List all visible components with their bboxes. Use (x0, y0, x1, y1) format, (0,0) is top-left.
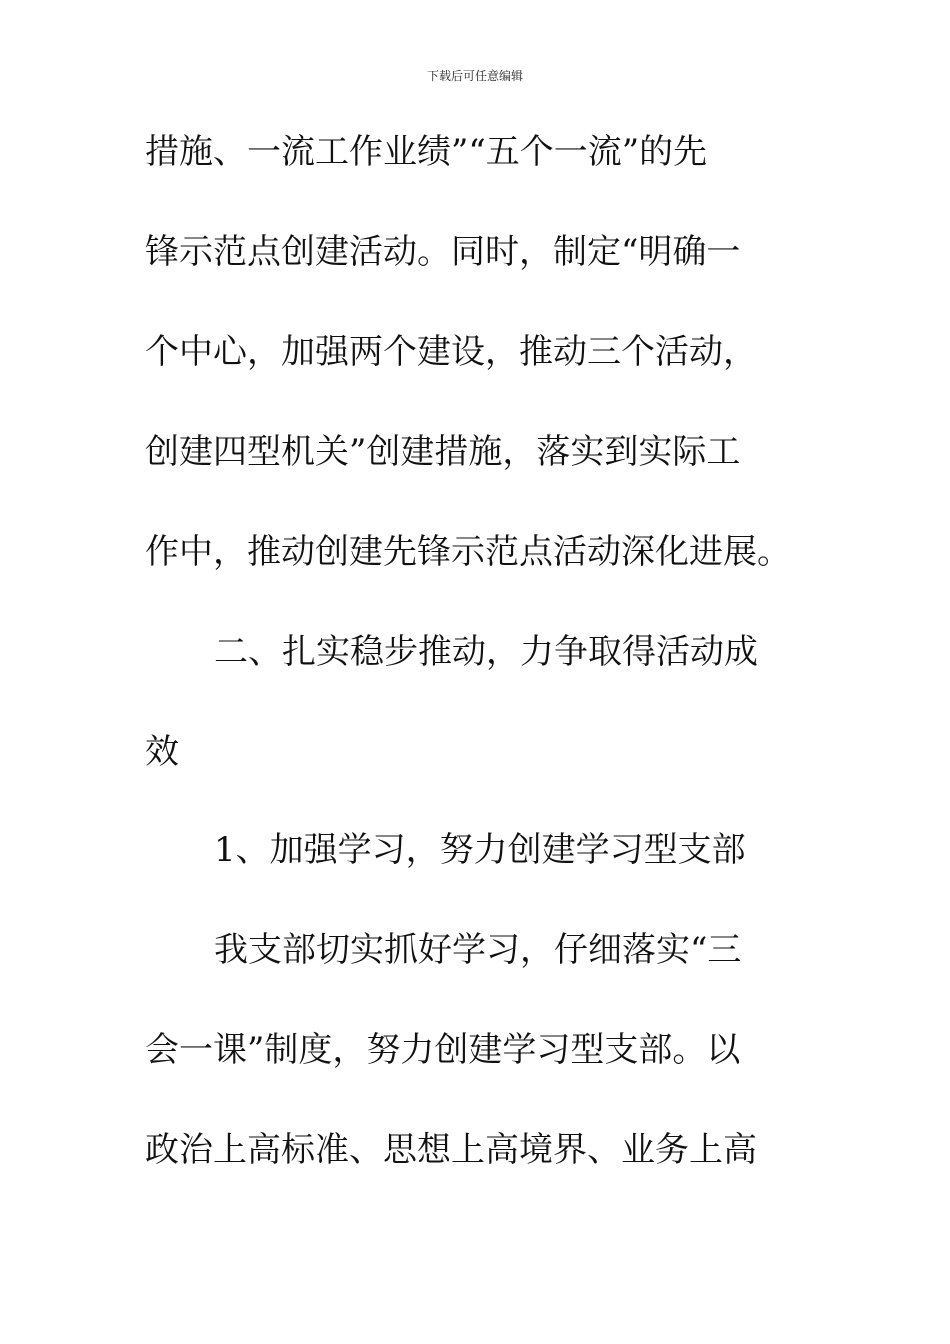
body-line: 措施、一流工作业绩”“五个一流”的先 (145, 132, 708, 172)
section-heading: 二、扎实稳步推动，力争取得活动成 (214, 632, 758, 672)
body-line: 锋示范点创建活动。同时，制定“明确一 (145, 232, 741, 272)
page-header: 下载后可任意编辑 (426, 69, 523, 83)
paragraph-start: 我支部切实抓好学习，仔细落实“三 (214, 930, 742, 970)
body-line: 创建四型机关”创建措施，落实到实际工 (145, 432, 741, 472)
body-line: 作中，推动创建先锋示范点活动深化进展。 (145, 532, 791, 572)
subsection-heading: 1、加强学习，努力创建学习型支部 (214, 830, 746, 870)
body-line: 会一课”制度，努力创建学习型支部。以 (145, 1030, 741, 1070)
body-line: 政治上高标准、思想上高境界、业务上高 (145, 1130, 757, 1170)
body-line: 个中心，加强两个建设，推动三个活动， (145, 332, 757, 372)
section-heading-continuation: 效 (145, 732, 179, 772)
